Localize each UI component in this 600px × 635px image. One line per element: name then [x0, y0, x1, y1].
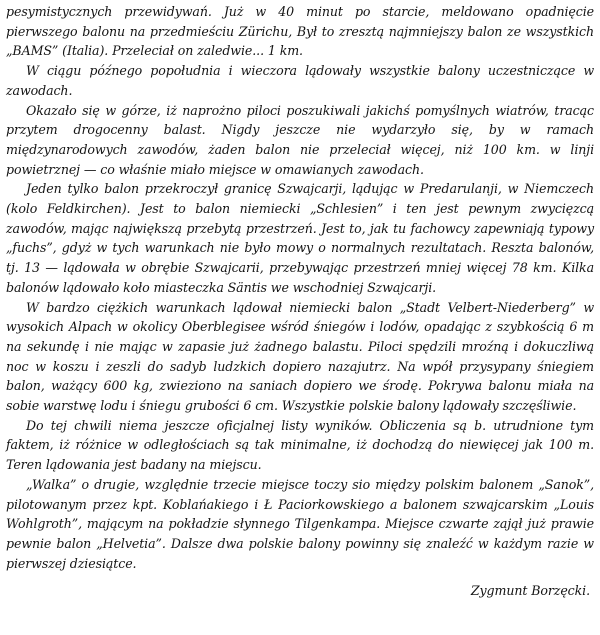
- author-signature: Zygmunt Borzęcki.: [470, 583, 590, 599]
- article-paragraph-2: W ciągu późnego popołudnia i wieczora lądowały wszystkie balony uczestniczące w zawodach.: [6, 63, 594, 98]
- article-paragraph-4: Jeden tylko balon przekroczył granicę Szwajcarji, lądując w Predarulanji, w Niemczech (kolo Feldkirchen). Jest to balon niemiecki „Schlesien” i ten jest pewnym zwycięzcą zawodów, mając największą przebytą przestrzeń. Jest to, jak tu fachowcy zapewniają typowy „fuchs”, gdyż w tych warunkach nie było mowy o normalnych rezultatach. Reszta balonów, tj. 13 — lądowała w obrębie Szwajcarii, przebywając przestrzeń mniej więcej 78 km. Kilka balonów lądowało koło miasteczka Säntis we wschodniej Szwajcarji.: [6, 181, 594, 295]
- article-paragraph-3: Okazało się w górze, iż naprożno piloci poszukiwali jakichś pomyślnych wiatrów, tracąc przytem drogocenny balast. Nigdy jeszcze nie wydarzyło się, by w ramach międzynarodowych zawodów, żaden balon nie przeleciał więcej, niż 100 km. w linji powietrznej — co właśnie miało miejsce w omawianych zawodach.: [6, 102, 594, 177]
- article-paragraph-1: pesymistycznych przewidywań. Już w 40 minut po starcie, meldowano opadnięcie pierwszego balonu na przedmieściu Zürichu, Był to zresztą najmniejszy balon ze wszystkich „BAMS” (Italia). Przeleciał on zaledwie... 1 km.: [6, 4, 594, 59]
- article-paragraph-7: „Walka” o drugie, względnie trzecie miejsce toczy sio między polskim balonem „Sanok”, pilotowanym przez kpt. Koblańakiego i Ł Paciorkowskiego a balonem szwajcarskim „Louis Wohlgroth”, mającym na pokładzie słynnego Tilgenkampa. Miejsce czwarte zajął już prawie pewnie balon „Helvetia”. Dalsze dwa polskie balony powinny się znaleźć w każdym razie w pierwszej dziesiątce.: [6, 476, 594, 571]
- article-page: [6, 2, 594, 601]
- article-paragraph-5: W bardzo ciężkich warunkach lądował niemiecki balon „Stadt Velbert-Niederberg” w wysokich Alpach w okolicy Oberblegisee wśród śniegów i lodów, opadając z szybkością 6 m na sekundę i nie mając w zapasie już żadnego balastu. Piloci spędzili mroźną i dokuczliwą noc w koszu i zeszli do sadyb ludzkich dopiero nazajutrz. Na wpół przysypany śniegiem balon, ważący 600 kg, zwieziono na saniach dopiero we środę. Pokrywa balonu miała na sobie warstwę lodu i śniegu grubości 6 cm. Wszystkie polskie balony lądowały szczęśliwie.: [6, 299, 594, 414]
- article-paragraph-6: Do tej chwili niema jeszcze oficjalnej listy wyników. Obliczenia są b. utrudnione tym faktem, iż różnice w odległościach są tak minimalne, iż dochodzą do niewięcej jak 100 m. Teren lądowania jest badany na miejscu.: [6, 417, 594, 473]
